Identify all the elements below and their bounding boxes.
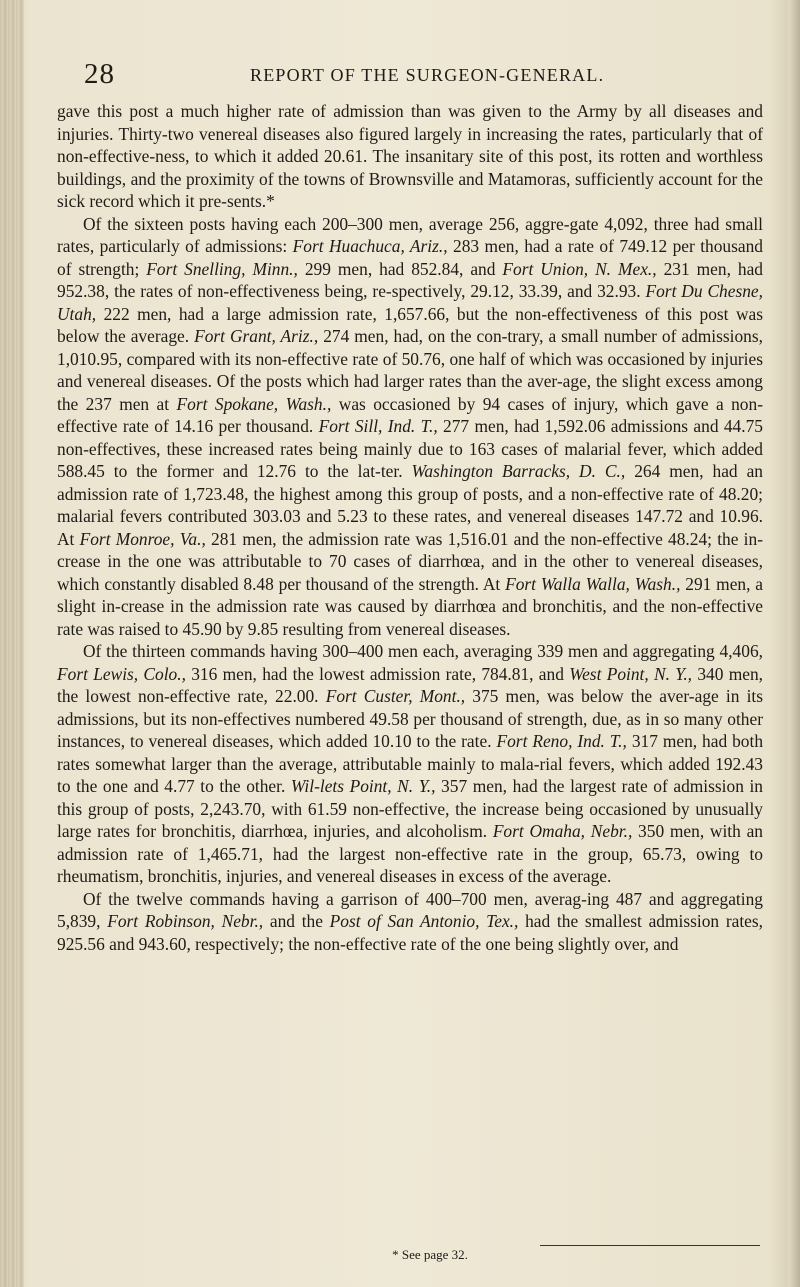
- italic-place-name: Fort Huachuca, Ariz.,: [292, 236, 448, 256]
- page-edge-shadow: [788, 0, 800, 1287]
- text-run: was occasioned by 94 cases of injury, which gave a non-effective rate of 14.16 per thousand.: [57, 393, 763, 436]
- italic-place-name: Fort Omaha, Nebr.,: [492, 821, 633, 841]
- footnote: * See page 32.: [392, 1247, 468, 1262]
- italic-place-name: Fort Custer, Mont.,: [325, 686, 466, 706]
- italic-place-name: Fort Union, N. Mex.,: [502, 258, 657, 279]
- paragraph: [57, 213, 763, 641]
- text-run: Of the twelve commands having a garrison of 400–700 men, averag-ing 487 and aggregating 5,839,: [57, 888, 763, 931]
- text-run: 299 men, had 852.84, and: [297, 258, 503, 279]
- running-head: REPORT OF THE SURGEON-GENERAL.: [250, 65, 605, 85]
- text-run: Of the sixteen posts having each 200–300 men, average 256, aggre-gate 4,092, three had small rates, particularly of admissions:: [57, 213, 763, 256]
- book-binding-edge: [0, 0, 24, 1287]
- text-run: had the smallest admission rates, 925.56 and 943.60, respectively; the non-effective rate of the one being slightly over, and: [57, 911, 764, 954]
- text-run: Of the thirteen commands having 300–400 men each, averaging 339 men and aggregating 4,406,: [83, 641, 763, 661]
- italic-place-name: West Point, N. Y.,: [569, 663, 693, 684]
- italic-place-name: Wil-lets Point, N. Y.,: [290, 776, 436, 796]
- text-run: gave this post a much higher rate of admission than was given to the Army by all diseases and injuries. Thirty-two venereal diseases also figured largely in increasing the rates, particularly that of non-effective-ness, to which it added 20.61. The insanitary site of this post, its rotten and worthless buildings, and the proximity of the towns of Brownsville and Matamoras, sufficiently account for the sick record which it pre-sents.*: [57, 101, 763, 211]
- italic-place-name: Fort Reno, Ind. T.,: [496, 731, 627, 751]
- text-run: 231 men, had 952.38, the rates of non-effectiveness being, re-spectively, 29.12, 33.39, and 32.93.: [57, 258, 763, 301]
- page-number: 28: [84, 58, 115, 90]
- footnote-rule: [540, 1245, 760, 1246]
- text-run: 264 men, had an admission rate of 1,723.48, the highest among this group of posts, and a non-effective rate of 48.20; malarial fevers contributed 303.03 and 5.23 to these rates, and venereal diseases 147.72 and 10.96. At: [57, 461, 763, 549]
- text-run: 317 men, had both rates somewhat larger than the average, attributable mainly to mala-rial fevers, which added 192.43 to the one and 4.77 to the other.: [57, 731, 764, 796]
- page-header: [84, 58, 784, 88]
- italic-place-name: Fort Lewis, Colo.,: [57, 663, 186, 684]
- text-run: 283 men, had a rate of 749.12 per thousand of strength;: [57, 236, 763, 279]
- text-run: 222 men, had a large admission rate, 1,657.66, but the non-effectiveness of this post was below the average.: [57, 303, 763, 346]
- text-run: 350 men, with an admission rate of 1,465.71, had the largest non-effective rate in the group, 65.73, owing to rheumatism, bronchitis, injuries, and venereal diseases in excess of the average.: [57, 821, 763, 886]
- italic-place-name: Washington Barracks, D. C.,: [411, 461, 626, 481]
- italic-place-name: Post of San Antonio, Tex.,: [329, 911, 519, 931]
- text-run: 340 men, the lowest non-effective rate, 22.00.: [57, 663, 763, 706]
- italic-place-name: Fort Sill, Ind. T.,: [318, 416, 438, 436]
- italic-place-name: Fort Monroe, Va.,: [79, 528, 206, 549]
- text-run: 291 men, a slight in-crease in the admission rate was caused by diarrhœa and bronchitis, and the non-effective rate was raised to 45.90 by 9.85 resulting from venereal diseases.: [57, 573, 763, 639]
- italic-place-name: Fort Du Chesne, Utah,: [57, 281, 763, 324]
- paragraph: [57, 100, 763, 213]
- body-text: [57, 100, 763, 955]
- text-run: 274 men, had, on the con-trary, a small number of admissions, 1,010.95, compared with its non-effective rate of 50.76, one half of which was occasioned by injuries and venereal diseases. Of the posts which had larger rates than the aver-age, the slight excess among the 237 men at: [57, 326, 763, 414]
- paragraph: [57, 640, 763, 888]
- text-run: and the: [263, 911, 330, 931]
- italic-place-name: Fort Grant, Ariz.,: [194, 326, 319, 346]
- text-run: 357 men, had the largest rate of admission in this group of posts, 2,243.70, with 61.59 non-effective, the increase being occasioned by unusually large rates for bronchitis, diarrhœa, injuries, and alcoholism.: [57, 776, 763, 841]
- italic-place-name: Fort Robinson, Nebr.,: [107, 911, 264, 931]
- text-run: 281 men, the admission rate was 1,516.01 and the non-effective 48.24; the in-crease in the one was attributable to 70 cases of diarrhœa, and in the other to venereal diseases, which constantly disabled 8.48 per thousand of the strength. At: [57, 528, 763, 594]
- text-run: 316 men, had the lowest admission rate, 784.81, and: [185, 663, 570, 684]
- paragraph: [57, 888, 763, 956]
- text-run: 277 men, had 1,592.06 admissions and 44.75 non-effectives, these increased rates being mainly due to 163 cases of malarial fever, which added 588.45 to the former and 12.76 to the lat-ter.: [57, 416, 763, 481]
- italic-place-name: Fort Snelling, Minn.,: [146, 258, 298, 279]
- italic-place-name: Fort Spokane, Wash.,: [176, 393, 332, 414]
- text-run: 375 men, was below the aver-age in its admissions, but its non-effectives numbered 49.58 per thousand of strength, due, as in so many other instances, to venereal diseases, which added 10.10 to the rate.: [57, 686, 764, 751]
- italic-place-name: Fort Walla Walla, Wash.,: [505, 573, 681, 594]
